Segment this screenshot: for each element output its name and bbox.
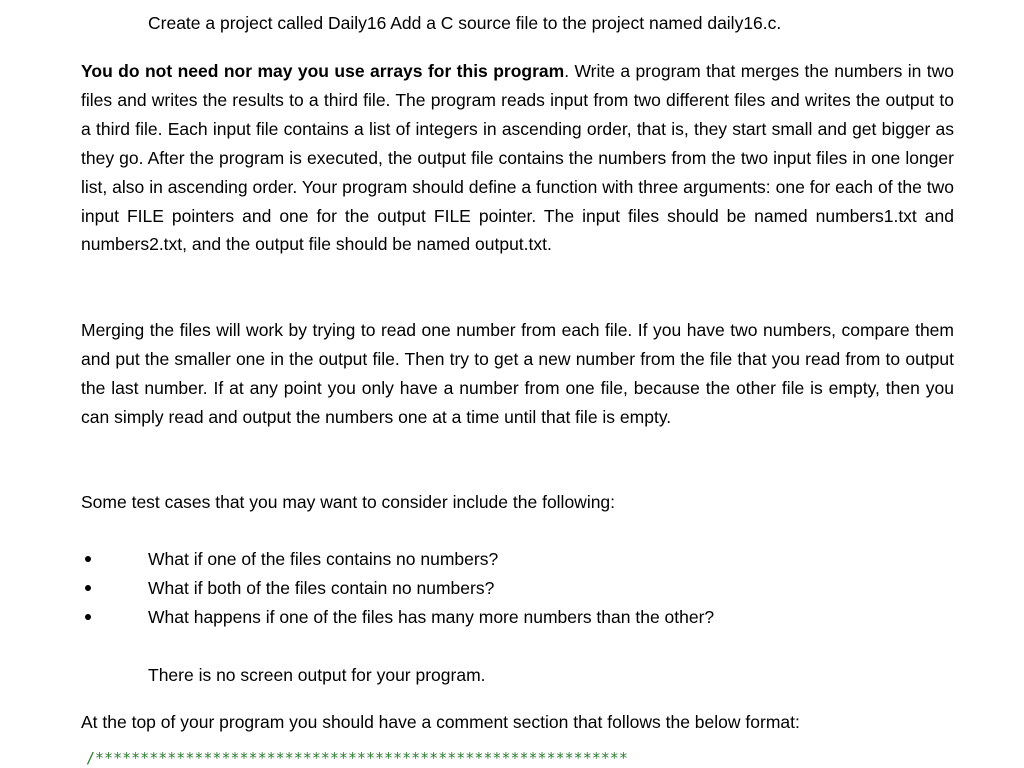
bullet-text: What if both of the files contain no numbers? [148,578,495,598]
merging-paragraph: Merging the files will work by trying to read one number from each file. If you have two numbers, compare them and put the smaller one in the output file. Then try to get a new number from the file that you read from to output the last number. If at any point you only have a number from one file, because the other file is empty, then you can simply read and output the numbers one at a time until that file is empty. [81,320,954,427]
intro-body-text: . Write a program that merges the numbers in two files and writes the results to a third file. The program reads input from two different files and writes the output to a third file. Each input file contains a list of integers in ascending order, that is, they start small and get bigger as they go. After the program is executed, the output file contains the numbers from the two input files in one longer list, also in ascending order. Your program should define a function with three arguments: one for each of the two input FILE pointers and one for the output FILE pointer. The input files should be named numbers1.txt and numbers2.txt, and the output file should be named output.txt. [81,61,955,255]
bullet-item [81,574,961,603]
bullet-dot-icon [85,585,91,591]
bullet-dot-icon [85,556,91,562]
bullet-text: What happens if one of the files has many more numbers than the other? [148,607,715,627]
comment-stars-line: /*********************************************************** [86,749,628,767]
bullet-dot-icon [85,614,91,620]
bullet-item [81,545,961,574]
bullet-text: What if one of the files contains no numbers? [148,549,499,569]
comment-format-intro: At the top of your program you should have a comment section that follows the below format: [81,712,800,732]
header-line: Create a project called Daily16 Add a C source file to the project named daily16.c. [148,13,782,33]
no-screen-output-note: There is no screen output for your program. [148,665,486,685]
bullet-item [81,603,961,632]
intro-paragraph [81,57,954,259]
intro-bold-text: You do not need nor may you use arrays for this program [81,61,565,81]
test-cases-intro: Some test cases that you may want to consider include the following: [81,492,616,512]
